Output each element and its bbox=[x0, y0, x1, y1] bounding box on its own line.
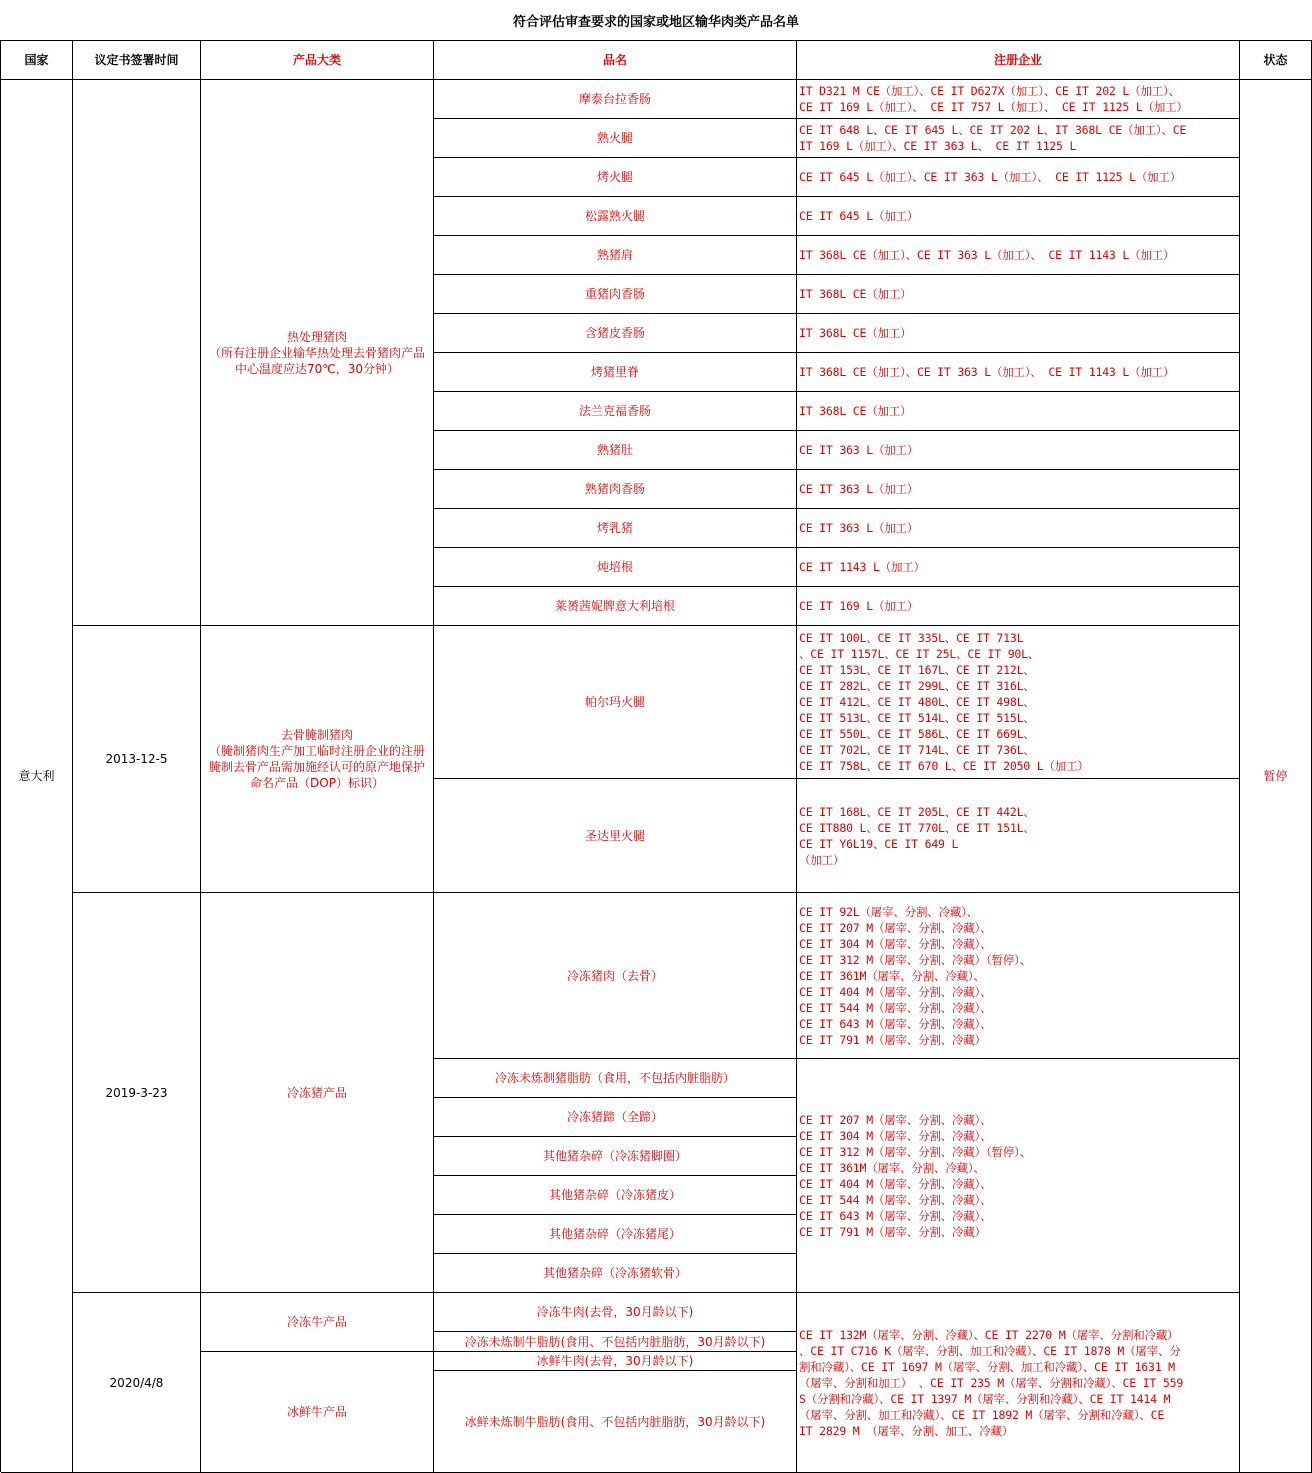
product-name: 帕尔玛火腿 bbox=[434, 626, 797, 779]
product-name: 烤火腿 bbox=[434, 158, 797, 197]
product-name: 冷冻猪肉（去骨） bbox=[434, 893, 797, 1059]
header-enterprise: 注册企业 bbox=[797, 41, 1240, 80]
product-name: 莱赟茜妮牌意大利培根 bbox=[434, 587, 797, 626]
product-name: 熟猪肚 bbox=[434, 431, 797, 470]
product-name: 其他猪杂碎（冷冻猪软骨） bbox=[434, 1254, 797, 1293]
product-name: 法兰克福香肠 bbox=[434, 392, 797, 431]
product-name: 摩泰台拉香肠 bbox=[434, 80, 797, 119]
enterprise-list: IT 368L CE（加工）、CE IT 363 L（加工）、 CE IT 1143 L（加工） bbox=[797, 236, 1240, 275]
header-date: 议定书签署时间 bbox=[73, 41, 201, 80]
category-cell-g2: 去骨腌制猪肉 （腌制猪肉生产加工临时注册企业的注册腌制去骨产品需加施经认可的原产地保护命名产品（DOP）标识） bbox=[201, 626, 434, 893]
product-name: 冷冻猪蹄（全蹄） bbox=[434, 1098, 797, 1137]
product-name: 冰鲜未炼制牛脂肪(食用、不包括内脏脂肪，30月龄以下) bbox=[434, 1371, 797, 1473]
date-cell-g1 bbox=[73, 80, 201, 626]
category-cell-g3: 冷冻猪产品 bbox=[201, 893, 434, 1293]
sheet-title: 符合评估审查要求的国家或地区输华肉类产品名单 bbox=[512, 14, 799, 30]
enterprise-list: IT 368L CE（加工） bbox=[797, 392, 1240, 431]
category-cell-g1: 热处理猪肉 （所有注册企业输华热处理去骨猪肉产品中心温度应达70℃，30分钟） bbox=[201, 80, 434, 626]
product-name: 烤猪里脊 bbox=[434, 353, 797, 392]
product-name: 炖培根 bbox=[434, 548, 797, 587]
product-name: 重猪肉香肠 bbox=[434, 275, 797, 314]
product-name: 熟火腿 bbox=[434, 119, 797, 158]
enterprise-list: CE IT 648 L、CE IT 645 L、CE IT 202 L、IT 368L CE（加工）、CE IT 169 L（加工）、CE IT 363 L、 CE IT 1125 L bbox=[797, 119, 1240, 158]
header-product: 品名 bbox=[434, 41, 797, 80]
product-name: 圣达里火腿 bbox=[434, 779, 797, 893]
enterprise-list: CE IT 363 L（加工） bbox=[797, 431, 1240, 470]
product-name: 松露熟火腿 bbox=[434, 197, 797, 236]
enterprise-list: CE IT 1143 L（加工） bbox=[797, 548, 1240, 587]
enterprise-list: IT 368L CE（加工） bbox=[797, 275, 1240, 314]
enterprise-list: CE IT 363 L（加工） bbox=[797, 470, 1240, 509]
country-cell: 意大利 bbox=[1, 80, 73, 1473]
header-country: 国家 bbox=[1, 41, 73, 80]
enterprise-list: IT 368L CE（加工）、CE IT 363 L（加工）、 CE IT 1143 L（加工） bbox=[797, 353, 1240, 392]
enterprise-list: CE IT 207 M（屠宰、分割、冷藏）、 CE IT 304 M（屠宰、分割、冷藏）、 CE IT 312 M（屠宰、分割、冷藏）（暂停）、 CE IT 361M（屠宰、分割、冷藏）、 CE IT 404 M（屠宰、分割、冷藏）、 CE IT 544 M（屠宰、分割、冷藏）、 CE IT 643 M（屠宰、分割、冷藏）、 CE IT 791 M（屠宰、分割、冷藏） bbox=[797, 1059, 1240, 1293]
header-status: 状态 bbox=[1240, 41, 1312, 80]
product-name: 含猪皮香肠 bbox=[434, 314, 797, 353]
category-cell-g4-frozen-beef: 冷冻牛产品 bbox=[201, 1293, 434, 1352]
enterprise-list: CE IT 168L、CE IT 205L、CE IT 442L、 CE IT880 L、CE IT 770L、CE IT 151L、 CE IT Y6L19、CE IT 649 L （加工） bbox=[797, 779, 1240, 893]
product-name: 冷冻未炼制猪脂肪（食用，不包括内脏脂肪） bbox=[434, 1059, 797, 1098]
header-category: 产品大类 bbox=[201, 41, 434, 80]
enterprise-list: CE IT 645 L（加工） bbox=[797, 197, 1240, 236]
enterprise-list: CE IT 100L、CE IT 335L、CE IT 713L 、CE IT 1157L、CE IT 25L、CE IT 90L、 CE IT 153L、CE IT 167L、CE IT 212L、 CE IT 282L、CE IT 299L、CE IT 316L、 CE IT 412L、CE IT 480L、CE IT 498L、 CE IT 513L、CE IT 514L、CE IT 515L、 CE IT 550L、CE IT 586L、CE IT 669L、 CE IT 702L、CE IT 714L、CE IT 736L、 CE IT 758L、CE IT 670 L、CE IT 2050 L（加工） bbox=[797, 626, 1240, 779]
date-cell-g2: 2013-12-5 bbox=[73, 626, 201, 893]
enterprise-list: CE IT 132M（屠宰、分割、冷藏）、CE IT 2270 M（屠宰、分割和冷藏） 、CE IT C716 K（屠宰、分割、加工和冷藏）、CE IT 1878 M（屠宰、分 割和冷藏）、CE IT 1697 M（屠宰、分割、加工和冷藏）、CE IT 1631 M （屠宰、分割和加工） 、CE IT 235 M（屠宰、分割和冷藏）、CE IT 559 S（分割和冷藏）、CE IT 1397 M（屠宰、分割和冷藏）、CE IT 1414 M （屠宰、分割、加工和冷藏）、CE IT 1892 M（屠宰、分割和冷藏）、CE IT 2829 M （屠宰、分割、加工、冷藏） bbox=[797, 1293, 1240, 1473]
product-name: 冷冻未炼制牛脂肪(食用、不包括内脏脂肪，30月龄以下) bbox=[434, 1332, 797, 1352]
product-name: 冰鲜牛肉(去骨，30月龄以下) bbox=[434, 1352, 797, 1371]
product-name: 冷冻牛肉(去骨，30月龄以下) bbox=[434, 1293, 797, 1332]
product-name: 其他猪杂碎（冷冻猪脚圈） bbox=[434, 1137, 797, 1176]
product-name: 其他猪杂碎（冷冻猪皮） bbox=[434, 1176, 797, 1215]
enterprise-list: CE IT 92L（屠宰、分割、冷藏）、 CE IT 207 M（屠宰、分割、冷藏）、 CE IT 304 M（屠宰、分割、冷藏）、 CE IT 312 M（屠宰、分割、冷藏）（暂停）、 CE IT 361M（屠宰、分割、冷藏）、 CE IT 404 M（屠宰、分割、冷藏）、 CE IT 544 M（屠宰、分割、冷藏）、 CE IT 643 M（屠宰、分割、冷藏）、 CE IT 791 M（屠宰、分割、冷藏） bbox=[797, 893, 1240, 1059]
table-frame bbox=[0, 40, 1312, 1472]
status-cell: 暂停 bbox=[1240, 80, 1312, 1473]
enterprise-list: CE IT 169 L（加工） bbox=[797, 587, 1240, 626]
product-name: 熟猪肩 bbox=[434, 236, 797, 275]
enterprise-list: CE IT 363 L（加工） bbox=[797, 509, 1240, 548]
product-name: 熟猪肉香肠 bbox=[434, 470, 797, 509]
enterprise-list: IT 368L CE（加工） bbox=[797, 314, 1240, 353]
date-cell-g4: 2020/4/8 bbox=[73, 1293, 201, 1473]
enterprise-list: IT D321 M CE（加工）、CE IT D627X（加工）、CE IT 202 L（加工）、 CE IT 169 L（加工）、 CE IT 757 L（加工）、 CE IT 1125 L（加工） bbox=[797, 80, 1240, 119]
product-name: 其他猪杂碎（冷冻猪尾） bbox=[434, 1215, 797, 1254]
category-cell-g4-chilled-beef: 冰鲜牛产品 bbox=[201, 1352, 434, 1473]
date-cell-g3: 2019-3-23 bbox=[73, 893, 201, 1293]
enterprise-list: CE IT 645 L（加工）、CE IT 363 L（加工）、 CE IT 1125 L（加工） bbox=[797, 158, 1240, 197]
product-name: 烤乳猪 bbox=[434, 509, 797, 548]
